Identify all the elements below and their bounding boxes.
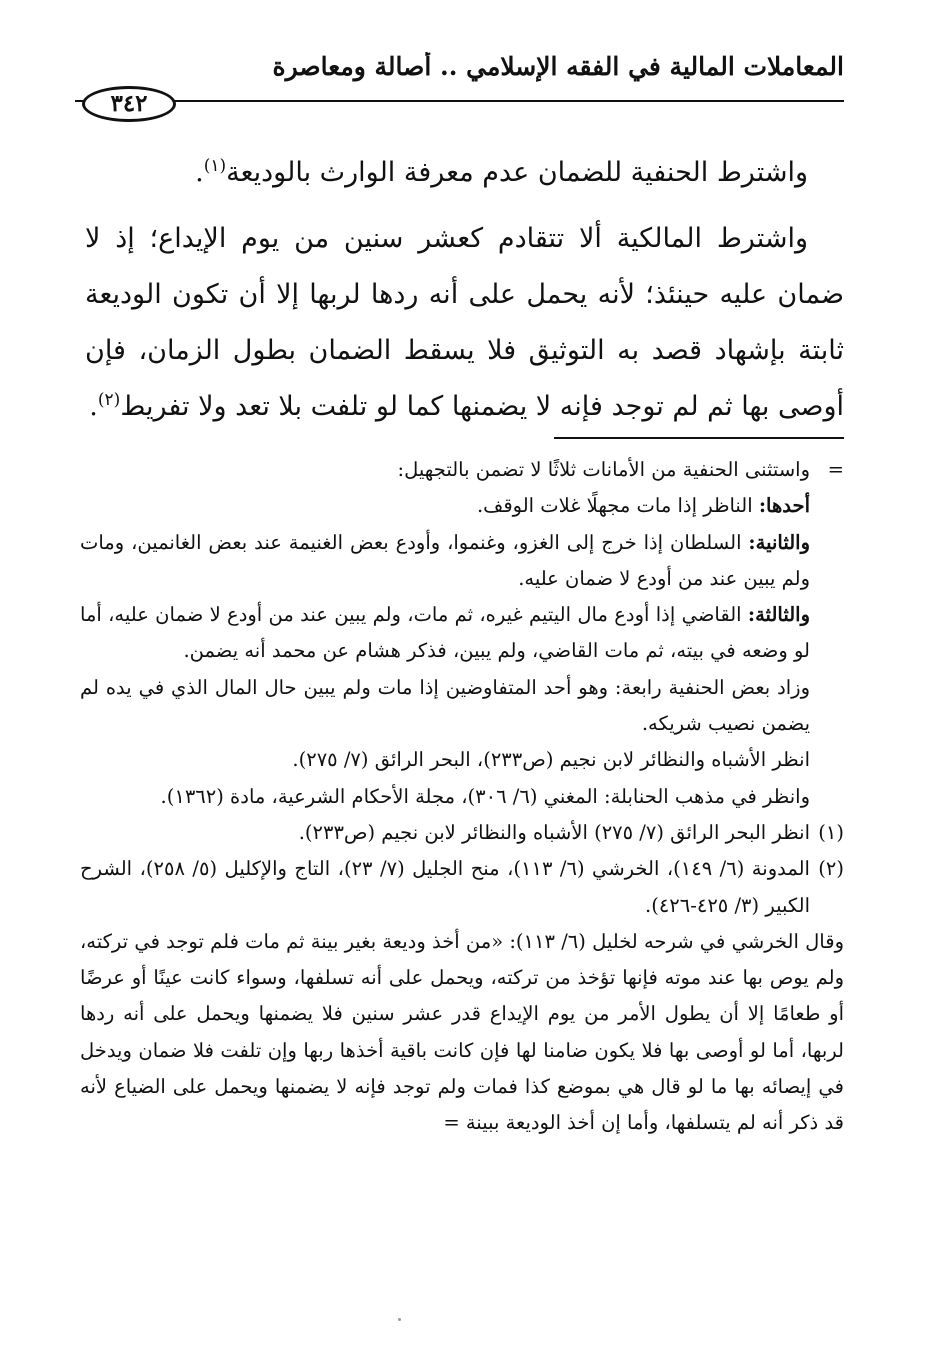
running-header-title: المعاملات المالية في الفقه الإسلامي .. أصالة ومعاصرة [272,52,844,81]
page-number: ٣٤٢ [82,86,176,122]
footnote-reference-a: انظر الأشباه والنظائر لابن نجيم (ص٢٣٣)، البحر الرائق (٧/ ٢٧٥). [292,748,810,772]
footnote-text: المدونة (٦/ ١٤٩)، الخرشي (٦/ ١١٣)، منح الجليل (٧/ ٢٣)، التاج والإكليل (٥/ ٢٥٨)، الشرح الكبير (٣/ ٤٢٥-٤٢٦). [80,857,810,917]
footnote-item-first [80,488,844,524]
footnote-text: انظر البحر الرائق (٧/ ٢٧٥) الأشباه والنظائر لابن نجيم (ص٢٣٣). [298,820,810,844]
footnote-text: واستثنى الحنفية من الأمانات ثلاثًا لا تضمن بالتجهيل: [397,458,810,481]
paragraph-end: . [195,157,204,188]
item-text: السلطان إذا خرج إلى الغزو، وغنموا، وأودع بعض الغنيمة عند بعض الغانمين، ومات ولم يبين عند من أودع لا ضمان عليه. [80,530,810,590]
paragraph-hanafi-condition [85,145,844,201]
item-text: الناظر إذا مات مجهلًا غلات الوقف. [476,494,759,518]
footnote-number: (٢) [818,857,844,881]
footnote-ref-1: (١) [203,156,227,176]
item-label: والثالثة: [747,603,810,627]
header-rule [75,100,844,102]
paragraph-text: واشترط الحنفية للضمان عدم معرفة الوارث بالوديعة [226,157,808,188]
footnote-2-quote: وقال الخرشي في شرحه لخليل (٦/ ١١٣): «من أخذ وديعة بغير بينة ثم مات فلم توجد في تركته، ولم يوص بها عند موته فإنها تؤخذ من تركته، ويحمل على أنه تسلفها، وسواء كانت عينًا أو عرضًا أو طعامًا إلا أن يطول الأمر من يوم الإيداع قدر عشر سنين فلا يضمنها ويحمل على أنه ردها لربها، أما لو أوصى بها فلا يكون ضامنا لها فإن كانت باقية أخذها ربها وإن تلفت فلا ضمان ويدخل في إيصائه بها ما لو قال هي بموضع كذا فمات ولم توجد فإنه لا يضمنها ويحمل على الضياع لأنه قد ذكر أنه لم يتسلفها، وأما إن أخذ الوديعة ببينة = [80,929,844,1135]
item-text: القاضي إذا أودع مال اليتيم غيره، ثم مات، ولم يبين عند من أودع لا ضمان عليه، أما لو وضعه في بيته، ثم مات القاضي، ولم يبين، فذكر هشام عن محمد أنه يضمن. [80,603,810,663]
footnote-2 [80,851,844,924]
footnote-item-fourth: وزاد بعض الحنفية رابعة: وهو أحد المتفاوضين إذا مات ولم يبين حال المال الذي في يده لم يضمن نصيب شريكه. [80,675,810,736]
page-speck [398,1318,401,1321]
footnote-item-second [80,525,844,598]
item-label: أحدها: [758,494,810,518]
paragraph-maliki-condition [85,211,844,435]
item-label: والثانية: [748,530,810,554]
continuation-mark: = [827,458,844,481]
paragraph-end: . [89,391,98,422]
footnote-continuation-intro [80,452,844,488]
footnote-separator [554,437,844,439]
footnote-ref-2: (٢) [97,390,121,410]
footnote-item-third [80,597,844,670]
paragraph-text: واشترط المالكية ألا تتقادم كعشر سنين من يوم الإيداع؛ إذ لا ضمان عليه حينئذ؛ لأنه يحمل على أنه ردها لربها إلا أن تكون الوديعة ثابتة بإشهاد قصد به التوثيق فلا يسقط الضمان بطول الزمان، فإن أوصى بها ثم لم توجد فإنه لا يضمنها كما لو تلفت بلا تعد ولا تفريط [85,223,844,422]
footnote-reference-b: وانظر في مذهب الحنابلة: المغني (٦/ ٣٠٦)، مجلة الأحكام الشرعية، مادة (١٣٦٢). [160,784,810,808]
footnotes [80,452,844,1142]
footnote-1 [80,815,844,851]
main-text [85,145,844,435]
footnote-number: (١) [818,820,844,844]
